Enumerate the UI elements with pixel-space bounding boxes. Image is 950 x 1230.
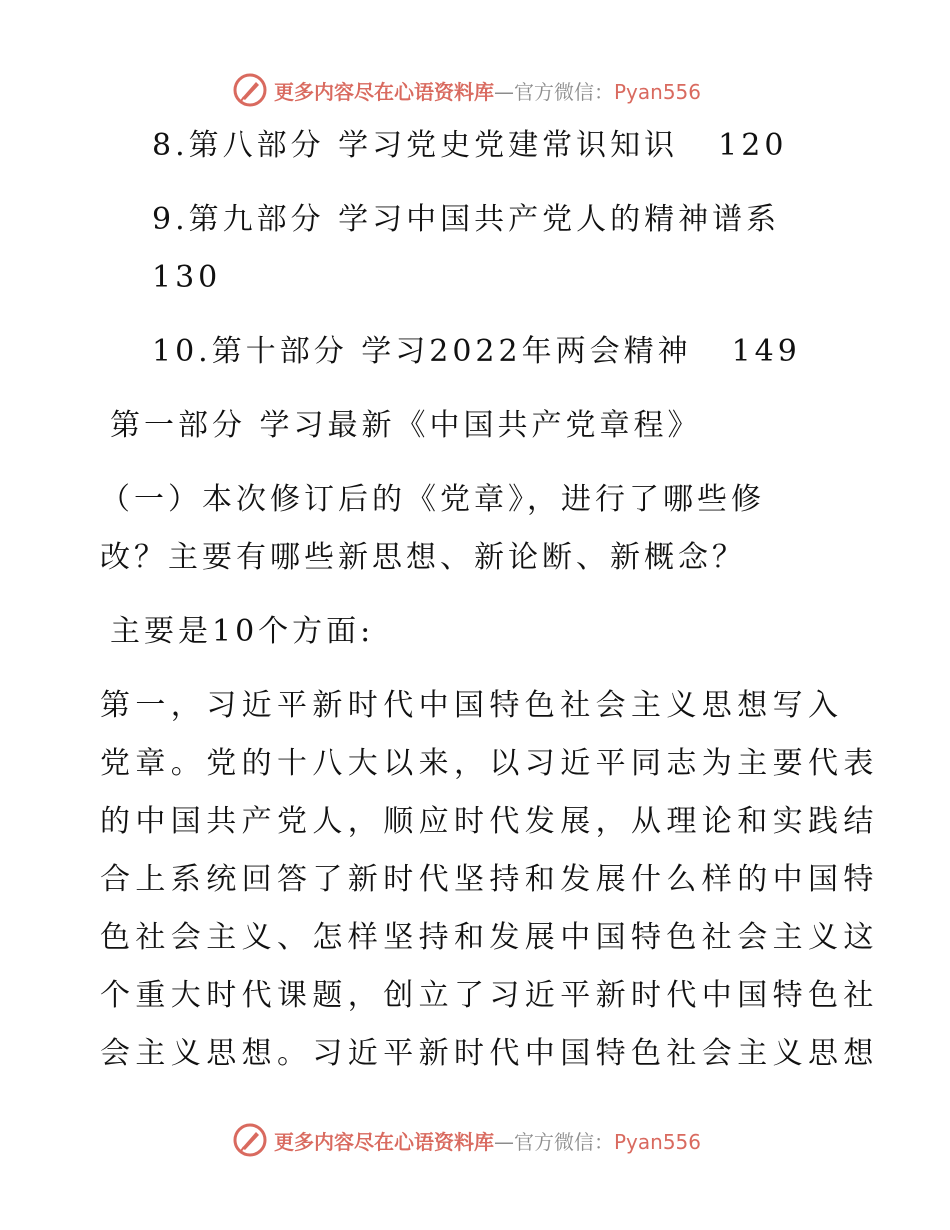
watermark-footer bbox=[232, 1120, 701, 1160]
quill-logo-icon bbox=[232, 72, 268, 108]
watermark-dash: — bbox=[494, 79, 514, 104]
toc-title: 8.第八部分 学习党史党建常识知识 bbox=[152, 128, 679, 163]
toc-title: 9.第九部分 学习中国共产党人的精神谱系 bbox=[152, 202, 781, 237]
paragraph-line: 个重大时代课题，创立了习近平新时代中国特色社 bbox=[100, 978, 879, 1013]
toc-page-9: 130 bbox=[152, 260, 222, 295]
quill-logo-icon bbox=[232, 1122, 268, 1158]
toc-entry-9 bbox=[152, 200, 780, 240]
intro-text: 主要是10个方面: bbox=[110, 614, 375, 649]
watermark-contact-text: 官方微信： bbox=[514, 79, 614, 104]
toc-title: 10.第十部分 学习2022年两会精神 bbox=[152, 334, 692, 369]
watermark-wechat-id: Pyan556 bbox=[614, 1129, 702, 1154]
paragraph-line: 合上系统回答了新时代坚持和发展什么样的中国特 bbox=[100, 862, 879, 897]
section-heading: 第一部分 学习最新《中国共产党章程》 bbox=[110, 408, 702, 443]
paragraph-line: 色社会主义、怎样坚持和发展中国特色社会主义这 bbox=[100, 920, 879, 955]
paragraph-line: 的中国共产党人，顺应时代发展，从理论和实践结 bbox=[100, 804, 879, 839]
toc-page: 149 bbox=[731, 334, 801, 369]
paragraph-line: 第一，习近平新时代中国特色社会主义思想写入 bbox=[100, 688, 844, 723]
watermark-contact-text: 官方微信： bbox=[514, 1129, 614, 1154]
toc-entry-10 bbox=[152, 332, 801, 372]
question-line-2: 改？主要有哪些新思想、新论断、新概念？ bbox=[100, 540, 746, 575]
watermark-wechat-id: Pyan556 bbox=[614, 79, 702, 104]
watermark-site-text: 更多内容尽在心语资料库 bbox=[274, 79, 494, 104]
paragraph-line: 会主义思想。习近平新时代中国特色社会主义思想 bbox=[100, 1036, 879, 1071]
watermark-site-text: 更多内容尽在心语资料库 bbox=[274, 1129, 494, 1154]
paragraph-line: 党章。党的十八大以来，以习近平同志为主要代表 bbox=[100, 746, 879, 781]
watermark-dash: — bbox=[494, 1129, 514, 1154]
toc-page: 120 bbox=[718, 128, 788, 163]
toc-entry-8 bbox=[152, 126, 787, 166]
question-line-1: （一）本次修订后的《党章》，进行了哪些修 bbox=[100, 482, 765, 517]
watermark-header bbox=[232, 70, 701, 110]
